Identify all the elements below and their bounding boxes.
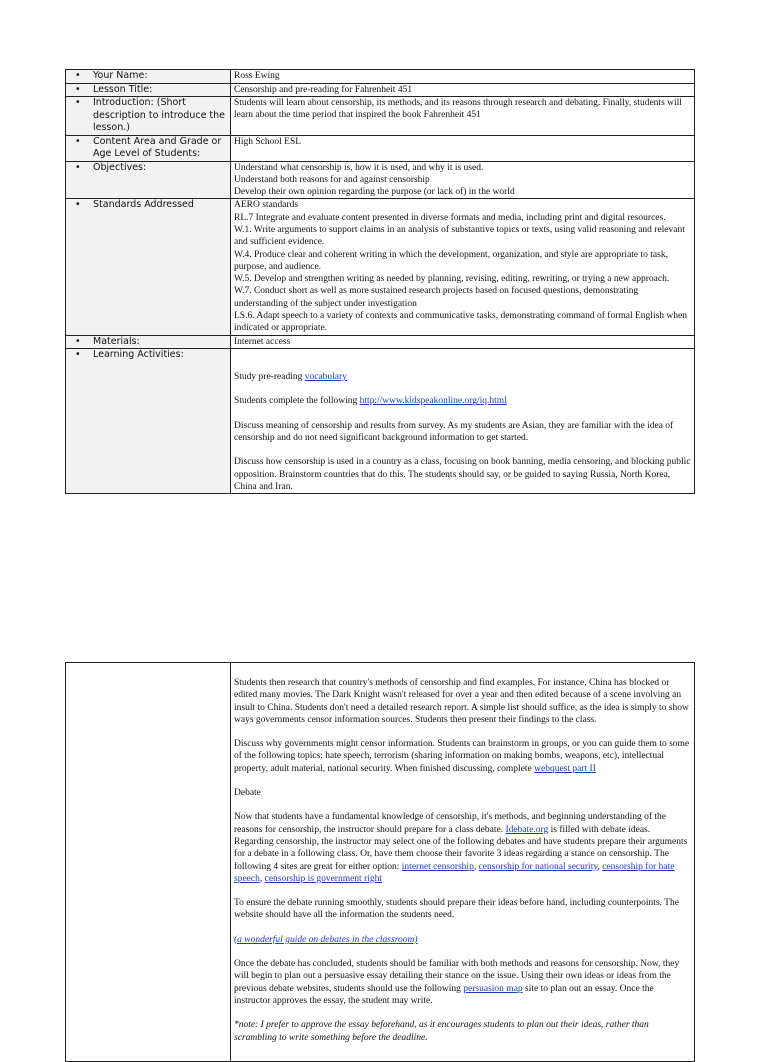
persuasion-map-link[interactable]: persuasion map bbox=[463, 983, 523, 994]
debate-guide-link[interactable]: (a wonderful guide on debates in the classroom) bbox=[234, 934, 418, 945]
complete-paragraph: Students complete the following http://www.kidspeakonline.org/iq.html bbox=[234, 396, 507, 407]
standards-value bbox=[231, 199, 695, 335]
government-right-link[interactable]: censorship is government right bbox=[264, 873, 383, 884]
essay-paragraph: Once the debate has concluded, students should be familiar with both methods and reasons for censorship. Now, they will begin to plan out a persuasive essay detailing their stance on the issue. Using their own ideas or ideas from the previous debate websites, students should use the following persuasion map site to plan out an essay. Once the instructor approves the essay, the student may write. bbox=[234, 959, 680, 1006]
table-row bbox=[66, 199, 695, 335]
table-row bbox=[66, 135, 695, 161]
objective-item: Understand what censorship is, how it is used, and why it is used. bbox=[234, 162, 484, 173]
table-row bbox=[66, 349, 695, 494]
research-paragraph: Students then research that country's methods of censorship and find examples. For instance, China has blocked or edited many movies. The Dark Knight wasn't released for over a year and then edited because of a scene involving an insult to China. Students don't need a detailed research report. A simple list should suffice, as the idea is simply to show ways governments censor information sources. Students then present their findings to the class. bbox=[234, 678, 689, 725]
objective-item: Develop their own opinion regarding the purpose (or lack of) in the world bbox=[234, 187, 515, 198]
standard-item: LS.6. Adapt speech to a variety of contexts and communicative tasks, demonstrating command of formal English when indicated or appropriate. bbox=[234, 311, 687, 334]
debate-heading: Debate bbox=[234, 788, 261, 799]
internet-censorship-link[interactable]: internet censorship bbox=[401, 861, 474, 872]
guide-paragraph bbox=[234, 934, 691, 946]
study-paragraph: Study pre-reading vocabulary bbox=[234, 372, 347, 383]
table-row bbox=[66, 83, 695, 97]
debate-paragraph: Now that students have a fundamental knowledge of censorship, it's methods, and beginning understanding of the reasons for censorship, the instructor should prepare for a class debate. Idebate.org is filled with debate ideas. Regarding censorship, the instructor may select one of the following debates and have students prepare their arguments for a debate in a following class. Or, have them choose their favorite 3 ideas regarding a stance on censorship. The following 4 sites are great for either option: internet censorship, censorship for national security, censorship for hate speech, censorship is government right bbox=[234, 812, 688, 884]
learning-activities-label: • Learning Activities: bbox=[69, 349, 227, 362]
continued-activities-value bbox=[231, 663, 695, 1062]
kidspeak-link[interactable]: http://www.kidspeakonline.org/iq.html bbox=[359, 396, 507, 407]
vocabulary-link[interactable]: vocabulary bbox=[304, 372, 347, 383]
introduction-value: Students will learn about censorship, its methods, and its reasons through research and debating. Finally, students will learn about the time period that inspired the book Fahrenheit 451 bbox=[231, 97, 695, 136]
ensure-paragraph: To ensure the debate running smoothly, students should prepare their ideas before hand, including counterpoints. The website should have all the information the students need. bbox=[234, 898, 679, 921]
standard-item: W.7. Conduct short as well as more sustained research projects based on focused questions, demonstrating understanding of the subject under investigation bbox=[234, 286, 639, 309]
standard-item: AERO standards bbox=[234, 200, 299, 211]
materials-value: Internet access bbox=[231, 335, 695, 349]
standards-label: • Standards Addressed bbox=[69, 199, 227, 212]
idebate-link[interactable]: Idebate.org bbox=[505, 824, 549, 835]
standard-item: RL.7 Integrate and evaluate content presented in diverse formats and media, including print and digital resources. bbox=[234, 212, 666, 223]
note-paragraph: *note: I prefer to approve the essay beforehand, as it encourages students to plan out their ideas, rather than scrambling to write something before the deadline. bbox=[234, 1020, 649, 1043]
lesson-plan-table bbox=[65, 69, 695, 494]
lesson-title-value: Censorship and pre-reading for Fahrenheit 451 bbox=[231, 83, 695, 97]
introduction-label: • Introduction: (Short description to introduce the lesson.) bbox=[69, 97, 227, 135]
discuss-meaning-paragraph: Discuss meaning of censorship and results from survey. As my students are Asian, they are familiar with the idea of censorship and do not need significant background information to get started. bbox=[234, 420, 674, 444]
content-area-label: • Content Area and Grade or Age Level of Students: bbox=[69, 136, 227, 161]
standard-item: W.4. Produce clear and coherent writing in which the development, organization, and style are appropriate to task, purpose, and audience. bbox=[234, 249, 668, 272]
table-row bbox=[66, 70, 695, 84]
table-row bbox=[66, 335, 695, 349]
empty-label-cell bbox=[66, 663, 231, 1062]
name-label: • Your Name: bbox=[69, 70, 227, 83]
table-row bbox=[66, 161, 695, 199]
standard-item: W.1. Write arguments to support claims in an analysis of substantive topics or texts, using valid reasoning and relevant and sufficient evidence. bbox=[234, 224, 685, 248]
table-row bbox=[66, 663, 695, 1062]
discuss-why-paragraph: Discuss why governments might censor information. Students can brainstorm in groups, or you can guide them to some of the following topics: hate speech, terrorism (sharing information on making bombs, weapons, etc), intellectual property, adult material, national security. When finished discussing, complete webquest part II bbox=[234, 739, 690, 774]
objective-item: Understand both reasons for and against censorship bbox=[234, 174, 430, 185]
table-row bbox=[66, 97, 695, 136]
content-area-value: High School ESL bbox=[231, 135, 695, 161]
lesson-title-label: • Lesson Title: bbox=[69, 84, 227, 97]
learning-activities-value bbox=[231, 349, 695, 494]
objectives-label: • Objectives: bbox=[69, 162, 227, 175]
webquest-link[interactable]: webquest part II bbox=[534, 763, 596, 774]
national-security-link[interactable]: censorship for national security bbox=[478, 861, 598, 872]
objectives-value bbox=[231, 161, 695, 199]
standard-item: W.5. Develop and strengthen writing as needed by planning, revising, editing, rewriting, or trying a new approach. bbox=[234, 274, 670, 285]
materials-label: • Materials: bbox=[69, 336, 227, 349]
lesson-plan-continued-table bbox=[65, 662, 695, 1062]
name-value: Ross Ewing bbox=[231, 70, 695, 84]
discuss-how-paragraph: Discuss how censorship is used in a country as a class, focusing on book banning, media censoring, and blocking public opposition. Brainstorm countries that do this. The students should say, or be guided to saying Russia, North Korea, China and Iran. bbox=[234, 457, 691, 492]
hate-speech-link[interactable]: censorship for hate speech bbox=[234, 861, 675, 884]
